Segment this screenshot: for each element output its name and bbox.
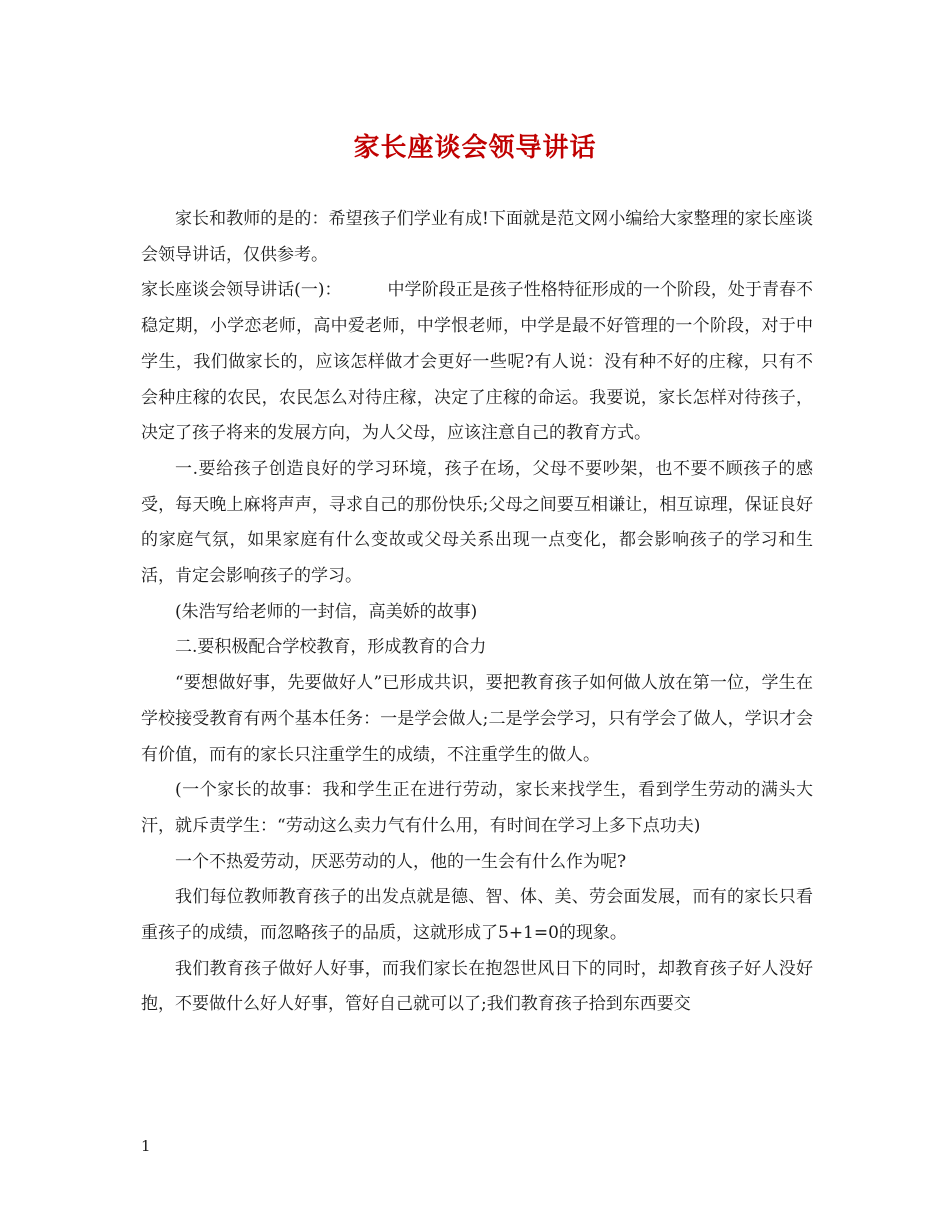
paragraph: 一个不热爱劳动，厌恶劳动的人，他的一生会有什么作为呢? (175, 851, 627, 872)
paragraph: (一个家长的故事：我和学生正在进行劳动，家长来找学生，看到学生劳动的满头大汗，就斥责学生：“劳动这么卖力气有什么用，有时间在学习上多下点功夫) (141, 780, 813, 836)
paragraph-heading: 二.要积极配合学校教育，形成教育的合力 (175, 637, 487, 658)
intro-paragraph: 家长和教师的是的：希望孩子们学业有成!下面就是范文网小编给大家整理的家长座谈会领导讲话，仅供参考。 (141, 209, 813, 265)
section-text: 中学阶段正是孩子性格特征形成的一个阶段，处于青春不稳定期，小学恋老师，高中爱老师，中学恨老师，中学是最不好管理的一个阶段，对于中学生，我们做家长的，应该怎样做才会更好一些呢?有人说：没有种不好的庄稼，只有不会种庄稼的农民，农民怎么对待庄稼，决定了庄稼的命运。我要说，家长怎样对待孩子，决定了孩子将来的发展方向，为人父母，应该注意自己的教育方式。 (141, 280, 813, 444)
paragraph: “要想做好事，先要做好人”已形成共识，要把教育孩子如何做人放在第一位，学生在学校接受教育有两个基本任务：一是学会做人;二是学会学习，只有学会了做人，学识才会有价值，而有的家长只注重学生的成绩，不注重学生的做人。 (141, 673, 813, 765)
paragraph: 我们每位教师教育孩子的出发点就是德、智、体、美、劳会面发展，而有的家长只看重孩子的成绩，而忽略孩子的品质，这就形成了5+1=0的现象。 (141, 887, 813, 944)
page-number: 1 (141, 1137, 151, 1155)
document-title: 家长座谈会领导讲话 (353, 133, 597, 163)
section-label: 家长座谈会领导讲话(一)： (141, 280, 342, 301)
section-paragraph (141, 273, 813, 452)
document-body (141, 202, 813, 1023)
paragraph: 我们教育孩子做好人好事，而我们家长在抱怨世风日下的同时，却教育孩子好人没好抱，不要做什么好人好事，管好自己就可以了;我们教育孩子拾到东西要交 (141, 958, 813, 1015)
paragraph: (朱浩写给老师的一封信，高美娇的故事) (175, 601, 478, 622)
paragraph: 一.要给孩子创造良好的学习环境，孩子在场，父母不要吵架，也不要不顾孩子的感受，每天晚上麻将声声，寻求自己的那份快乐;父母之间要互相谦让，相互谅理，保证良好的家庭气氛，如果家庭有什么变故或父母关系出现一点变化，都会影响孩子的学习和生活，肯定会影响孩子的学习。 (141, 458, 813, 587)
